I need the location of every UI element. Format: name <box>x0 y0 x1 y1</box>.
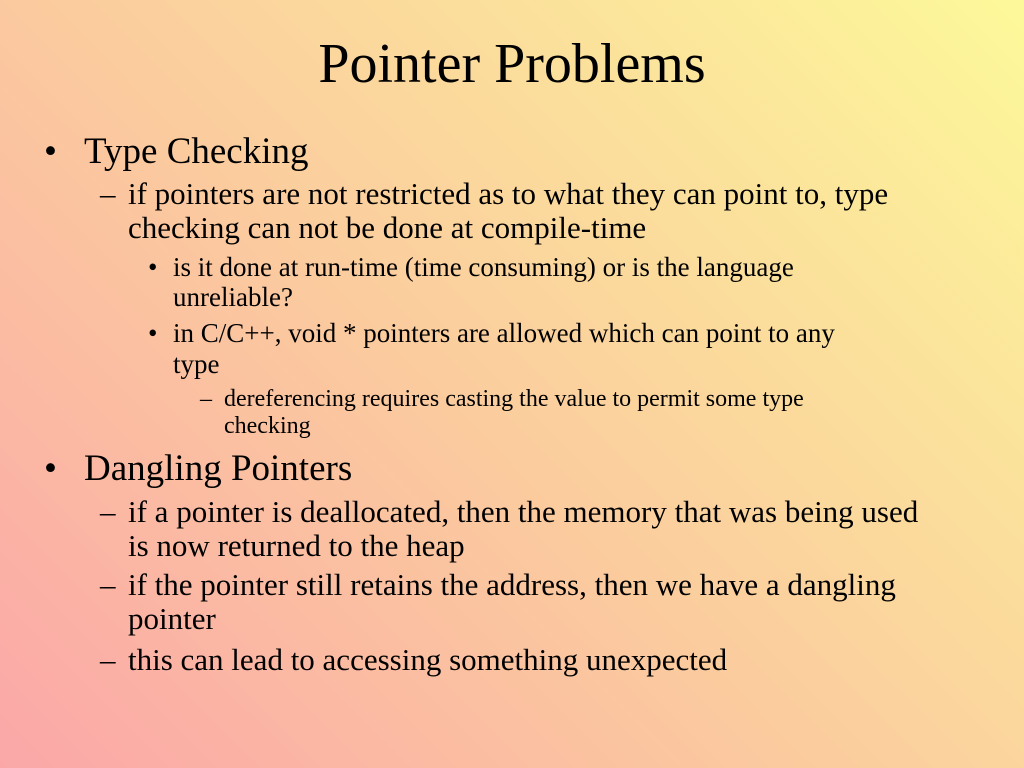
sub-sub-bullet-line: type <box>173 349 220 379</box>
sub-bullet-marker: – <box>100 494 116 529</box>
sub-bullet-line: is now returned to the heap <box>128 528 465 563</box>
bullet-dangling-pointers: Dangling Pointers <box>84 448 353 489</box>
level4-bullet-line: dereferencing requires casting the value to permit some type <box>224 386 804 412</box>
sub-sub-bullet-line: is it done at run-time (time consuming) or is the language <box>173 252 794 282</box>
slide-title: Pointer Problems <box>318 33 706 95</box>
level4-bullet-marker: – <box>200 386 212 412</box>
sub-bullet-line: pointer <box>128 601 216 636</box>
sub-bullet-line: if a pointer is deallocated, then the memory that was being used <box>128 494 919 529</box>
sub-bullet-marker: – <box>100 176 116 211</box>
sub-sub-bullet-marker: • <box>148 252 158 282</box>
bullet-marker: • <box>44 448 57 489</box>
bullet-marker: • <box>44 131 57 172</box>
sub-sub-bullet-line: in C/C++, void * pointers are allowed which can point to any <box>173 318 835 348</box>
sub-bullet-line: if the pointer still retains the address, then we have a dangling <box>128 567 896 602</box>
sub-bullet-marker: – <box>100 567 116 602</box>
bullet-type-checking: Type Checking <box>84 131 309 172</box>
sub-bullet-line: checking can not be done at compile-time <box>128 210 647 245</box>
sub-sub-bullet-marker: • <box>148 318 158 348</box>
level4-bullet-line: checking <box>224 413 311 439</box>
sub-bullet-marker: – <box>100 642 116 677</box>
sub-bullet-line: this can lead to accessing something unexpected <box>128 642 728 677</box>
sub-sub-bullet-line: unreliable? <box>173 282 293 312</box>
sub-bullet-line: if pointers are not restricted as to what they can point to, type <box>128 176 889 211</box>
